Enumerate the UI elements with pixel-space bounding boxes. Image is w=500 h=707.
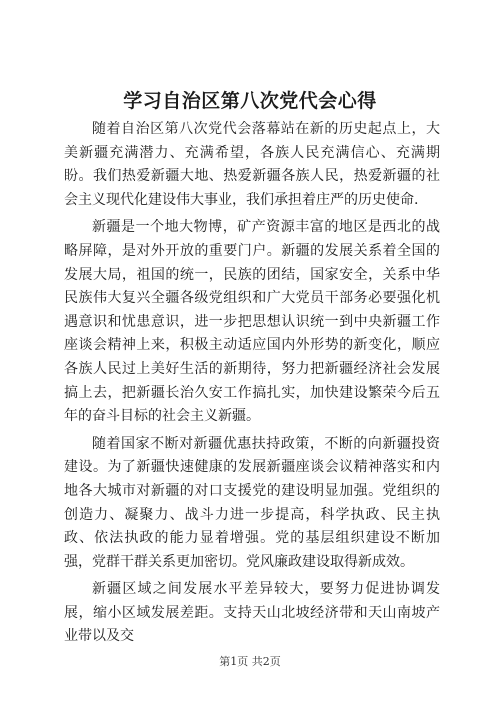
document-title: 学习自治区第八次党代会心得 <box>123 90 377 112</box>
paragraph: 随着国家不断对新疆优惠扶持政策，不断的向新疆投资建设。为了新疆快速健康的发展新疆座谈会议精神落实和内地各大城市对新疆的对口支援党的建设明显加强。党组织的创造力、凝聚力、战斗力进一步提高，科学执政、民主执政、依法执政的能力显着增强。党的基层组织建设不断加强，党群干群关系更加密切。党风廉政建设取得新成效。 <box>64 435 440 570</box>
paragraph: 新疆是一个地大物博，矿产资源丰富的地区是西北的战略屏障，是对外开放的重要门户。新疆的发展关系着全国的发展大局，祖国的统一，民族的团结，国家安全，关系中华民族伟大复兴全疆各级党组织和广大党员干部务必要强化机遇意识和忧患意识，进一步把思想认识统一到中央新疆工作座谈会精神上来，积极主动适应国内外形势的新变化，顺应各族人民过上美好生活的新期待，努力把新疆经济社会发展搞上去，把新疆长治久安工作搞扎实，加快建设繁荣今后五年的奋斗目标的社会主义新疆。 <box>64 219 440 425</box>
paragraph: 随着自治区第八次党代会落幕站在新的历史起点上，大美新疆充满潜力、充满希望，各族人民充满信心、充满期盼。我们热爱新疆大地、热爱新疆各族人民，热爱新疆的社会主义现代化建设伟大事业，我们承担着庄严的历史使命. <box>64 121 440 208</box>
paragraph: 新疆区域之间发展水平差异较大，要努力促进协调发展，缩小区域发展差距。支持天山北坡经济带和天山南坡产业带以及交 <box>64 581 440 645</box>
document-body <box>64 118 440 653</box>
page-footer: 第1页 共2页 <box>219 655 281 668</box>
